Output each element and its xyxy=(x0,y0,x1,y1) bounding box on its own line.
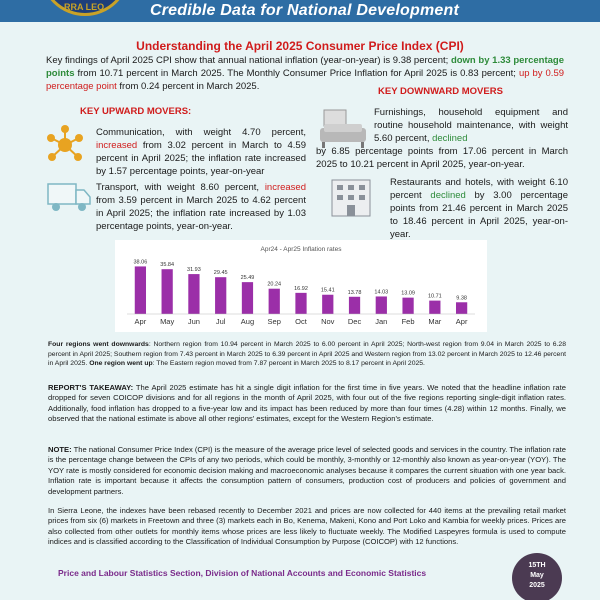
methods-paragraph: In Sierra Leone, the indexes have been rebased recently to December 2021 and prices are now collected for 440 items at the prevailing retail market prices from six (6) markets in Freetown and three (3) markets each in Bo, Kenema, Makeni, Kono and Port Loko and Kambia for weekly prices. Prices are also collected from other outlets for monthly items whose prices are less likely to fluctuate weekly. The Modified Laspeyres formula is used to compute indices and is classified according to the Classification of Individual Consumption by Purpose (COICOP) with 12 functions. xyxy=(48,506,566,547)
header-tagline: Credible Data for National Development xyxy=(150,2,459,19)
bar-3 xyxy=(215,277,226,314)
building-icon xyxy=(328,174,374,223)
bar-1 xyxy=(162,269,173,314)
bar-12 xyxy=(456,302,467,314)
header-banner xyxy=(0,0,600,22)
bar-6 xyxy=(295,293,306,314)
category-label: Dec xyxy=(347,317,362,326)
bar-4 xyxy=(242,282,253,314)
chart-title: Apr24 - Apr25 Inflation rates xyxy=(260,246,342,253)
upward-item-communication: Communication, with weight 4.70 percent, increased from 3.02 percent in March to 4.59 percent in April 2025; the inflation rate increased by 1.57 percentage points, year-on-year xyxy=(96,127,307,177)
bar-5 xyxy=(269,289,280,314)
bar-value-label: 35.84 xyxy=(160,262,175,269)
inflation-bar-chart xyxy=(115,240,487,332)
bar-value-label: 20.24 xyxy=(267,281,282,288)
category-label: Apr xyxy=(134,317,147,326)
bar-10 xyxy=(402,298,413,314)
bar-value-label: 14.03 xyxy=(374,289,389,296)
bar-8 xyxy=(349,297,360,314)
date-badge: 15TH May 2025 xyxy=(512,553,562,600)
truck-icon xyxy=(46,180,92,219)
category-label: Jan xyxy=(375,317,388,326)
regions-paragraph: Four regions went downwards: Northern region from 10.94 percent in March 2025 to 6.00 percent in April 2025; North-west region from 9.04 in March 2025 to 6.28 percent in April 2025; Southern region from 7.43 percent in March 2025 to 6.39 percent in April 2025 and Western region from 13.02 percent in March 2025 to 12.46 percent in April 2025. One region went up: The Eastern region moved from 7.87 percent in March 2025 to 8.17 percent in April 2025. xyxy=(48,341,566,368)
note-paragraph: NOTE: The national Consumer Price Index (CPI) is the measure of the average price level of selected goods and services in the country. The inflation rate is the percentage change between the CPIs of any two periods, which could be monthly, 3-monthly or 12-monthly also known as year-on-year (YOY). The YOY rate is mostly considered for economic decision making and macroeconomic analyses because it compares the current situation with one year back. Inflation rate is important because it affects the consumption pattern of consumers, production cost of producers and policies of government and development partners. xyxy=(48,445,566,496)
bar-value-label: 16.92 xyxy=(294,285,308,292)
bar-value-label: 29.45 xyxy=(213,270,228,277)
intro-paragraph: Key findings of April 2025 CPI show that annual national inflation (year-on-year) is 9.38 percent; down by 1.33 percentage points from 10.71 percent in March 2025. The Monthly Consumer Price Inflation for April 2025 is 0.83 percent; up by 0.59 percentage point from 0.24 percent in March 2025. xyxy=(46,55,565,92)
downward-item-furnishings-b: by 6.85 percentage points from 17.06 percent in March 2025 to 10.21 percent in April 2025, year-on-year. xyxy=(316,146,568,170)
footer-section: Price and Labour Statistics Section, Division of National Accounts and Economic Statistics xyxy=(58,568,427,578)
category-label: Oct xyxy=(295,317,307,326)
bar-value-label: 15.41 xyxy=(320,287,335,294)
inflation-chart xyxy=(115,240,487,332)
bar-value-label: 9.38 xyxy=(456,295,467,302)
bar-2 xyxy=(188,274,199,314)
logo-text: RRA LEO xyxy=(64,2,105,12)
bar-value-label: 13.09 xyxy=(401,290,415,297)
category-label: Jul xyxy=(215,317,226,326)
upward-item-transport: Transport, with weight 8.60 percent, increased from 3.59 percent in March 2025 to 4.62 percent in April 2025; the inflation rate increased by 1.03 percentage points, year-on-year. xyxy=(96,182,307,232)
network-icon xyxy=(44,124,86,171)
category-label: Mar xyxy=(428,317,442,326)
bar-value-label: 38.06 xyxy=(133,259,148,266)
category-label: Jun xyxy=(187,317,200,326)
category-label: Feb xyxy=(401,317,415,326)
category-label: Sep xyxy=(267,317,281,326)
downward-item-restaurants: Restaurants and hotels, with weight 6.10 percent declined by 3.00 percentage points from 21.46 percent in March 2025 to 18.46 percent in April 2025, year-on-year. xyxy=(390,177,569,240)
category-label: Apr xyxy=(455,317,468,326)
bar-value-label: 13.78 xyxy=(347,289,362,296)
bar-11 xyxy=(429,301,440,314)
downward-item-furnishings-a: Furnishings, household equipment and routine household maintenance, with weight 5.60 percent, declined xyxy=(374,107,568,144)
bar-0 xyxy=(135,266,146,314)
bar-value-label: 10.71 xyxy=(427,293,442,300)
bar-value-label: 31.93 xyxy=(187,267,201,274)
bar-9 xyxy=(376,296,387,314)
category-label: May xyxy=(160,317,175,326)
downward-movers-heading: KEY DOWNWARD MOVERS xyxy=(378,86,503,97)
bar-7 xyxy=(322,295,333,314)
takeaway-paragraph: REPORT'S TAKEAWAY: The April 2025 estimate has hit a single digit inflation for the first time in five years. We noted that the headline inflation rate dropped for seven COICOP divisions and for all regions in the month of April 2025, with four out of the five regions reporting single-digit inflation rates. Additionally, food inflation has dropped to a five-year low and its impact has been reduced by more than four times (4.28) within 12 months. Finally, we observed that the national estimate is above all other regions' estimates, except for the Western Region's estimate. xyxy=(48,383,566,424)
category-label: Aug xyxy=(240,317,255,326)
page-title: Understanding the April 2025 Consumer Price Index (CPI) xyxy=(136,39,464,53)
category-label: Nov xyxy=(321,317,335,326)
upward-movers-heading: KEY UPWARD MOVERS: xyxy=(80,106,192,117)
bar-value-label: 25.49 xyxy=(240,275,255,282)
